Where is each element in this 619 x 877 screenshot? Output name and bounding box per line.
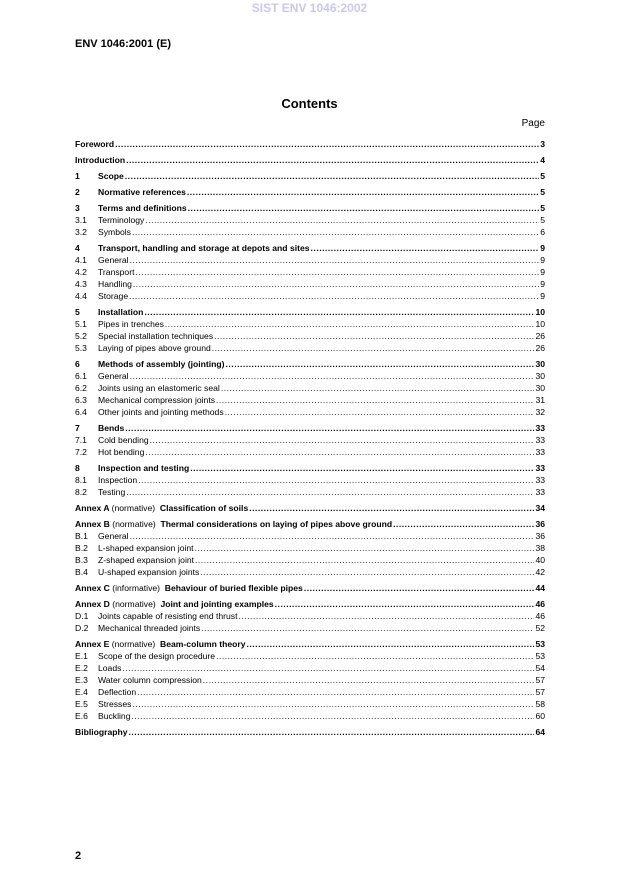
toc-entry[interactable] <box>75 726 545 738</box>
section-number: E.4 <box>75 687 88 697</box>
table-of-contents <box>75 134 545 738</box>
toc-entry-label: Methods of assembly (jointing) <box>98 359 225 369</box>
toc-entry-label: U-shaped expansion joints <box>98 567 200 577</box>
dot-leader <box>125 422 534 434</box>
annex-title: Classification of soils <box>159 503 249 513</box>
dot-leader <box>214 330 534 342</box>
toc-page-number: 38 <box>535 543 545 553</box>
section-number: 8.1 <box>75 475 87 485</box>
toc-entry[interactable] <box>75 254 545 266</box>
dot-leader <box>122 662 534 674</box>
dot-leader <box>275 598 535 610</box>
dot-leader <box>132 226 539 238</box>
dot-leader <box>187 186 539 198</box>
toc-page-number: 36 <box>535 531 545 541</box>
toc-page-number: 3 <box>540 139 545 149</box>
toc-entry[interactable] <box>75 214 545 226</box>
section-number: 1 <box>75 171 80 181</box>
section-number: 4.2 <box>75 267 87 277</box>
toc-entry[interactable] <box>75 462 545 474</box>
dot-leader <box>144 306 534 318</box>
toc-page-number: 9 <box>540 255 545 265</box>
toc-page-number: 32 <box>535 407 545 417</box>
dot-leader <box>201 622 534 634</box>
toc-entry[interactable] <box>75 242 545 254</box>
toc-entry[interactable] <box>75 422 545 434</box>
dot-leader <box>225 406 535 418</box>
toc-entry-label: Storage <box>98 291 129 301</box>
dot-leader <box>195 542 535 554</box>
section-number: E.3 <box>75 675 88 685</box>
section-number: 7.1 <box>75 435 87 445</box>
dot-leader <box>130 530 535 542</box>
dot-leader <box>221 382 535 394</box>
annex-title: Joint and jointing examples <box>160 599 274 609</box>
dot-leader <box>133 278 539 290</box>
section-number: 6 <box>75 359 80 369</box>
toc-page-number: 57 <box>535 675 545 685</box>
toc-entry-label: Z-shaped expansion joint <box>98 555 195 565</box>
annex-type: (normative) <box>111 639 156 649</box>
toc-entry[interactable] <box>75 518 545 530</box>
section-number: 6.4 <box>75 407 87 417</box>
toc-entry[interactable] <box>75 542 545 554</box>
dot-leader <box>131 710 534 722</box>
dot-leader <box>393 518 534 530</box>
annex-title: Thermal considerations on laying of pipes above ground <box>160 519 393 529</box>
toc-page-number: 9 <box>540 243 545 253</box>
toc-page-number: 30 <box>535 359 545 369</box>
dot-leader <box>247 638 535 650</box>
toc-entry[interactable] <box>75 474 545 486</box>
page-column-label: Page <box>521 118 545 129</box>
annex-id: Annex E <box>75 639 110 649</box>
dot-leader <box>311 242 540 254</box>
toc-page-number: 53 <box>535 639 545 649</box>
dot-leader <box>188 202 540 214</box>
section-number: 4 <box>75 243 80 253</box>
dot-leader <box>132 698 534 710</box>
toc-page-number: 33 <box>535 447 545 457</box>
dot-leader <box>249 502 534 514</box>
section-number: B.2 <box>75 543 88 553</box>
toc-entry-label: Mechanical compression joints <box>98 395 216 405</box>
section-number: E.6 <box>75 711 88 721</box>
dot-leader <box>125 170 539 182</box>
toc-entry-label: Mechanical threaded joints <box>98 623 201 633</box>
page-title: Contents <box>281 96 338 111</box>
section-number: 7.2 <box>75 447 87 457</box>
toc-page-number: 42 <box>535 567 545 577</box>
toc-entry-label: Joints using an elastomeric seal <box>98 383 220 393</box>
toc-page-number: 33 <box>535 463 545 473</box>
toc-entry-label: Transport, handling and storage at depots and sites <box>98 243 310 253</box>
section-number: B.3 <box>75 555 88 565</box>
dot-leader <box>145 214 539 226</box>
toc-page-number: 40 <box>535 555 545 565</box>
toc-page-number: 44 <box>535 583 545 593</box>
toc-entry[interactable] <box>75 266 545 278</box>
toc-page-number: 53 <box>535 651 545 661</box>
toc-page-number: 33 <box>535 475 545 485</box>
dot-leader <box>203 674 535 686</box>
toc-entry-label: General <box>98 255 129 265</box>
toc-page-number: 46 <box>535 599 545 609</box>
toc-entry[interactable] <box>75 662 545 674</box>
toc-entry[interactable] <box>75 530 545 542</box>
toc-page-number: 4 <box>540 155 545 165</box>
watermark: SIST ENV 1046:2002 <box>251 1 368 15</box>
toc-page-number: 10 <box>535 319 545 329</box>
toc-page-number: 46 <box>535 611 545 621</box>
section-number: 2 <box>75 187 80 197</box>
toc-entry-label: Inspection and testing <box>98 463 190 473</box>
toc-page-number: 9 <box>540 291 545 301</box>
dot-leader <box>150 434 535 446</box>
section-number: 4.1 <box>75 255 87 265</box>
toc-entry[interactable] <box>75 638 545 650</box>
toc-entry-label: Other joints and jointing methods <box>98 407 224 417</box>
dot-leader <box>304 582 535 594</box>
dot-leader <box>212 342 535 354</box>
toc-entry-label: Joints capable of resisting end thrust <box>98 611 238 621</box>
toc-entry[interactable] <box>75 154 545 166</box>
dot-leader <box>239 610 535 622</box>
toc-entry[interactable] <box>75 342 545 354</box>
toc-entry-label: Introduction <box>75 155 126 165</box>
toc-entry-label <box>75 598 274 610</box>
toc-entry-label <box>75 638 246 650</box>
toc-entry[interactable] <box>75 566 545 578</box>
toc-entry-label <box>75 518 392 530</box>
section-number: 6.1 <box>75 371 87 381</box>
toc-page-number: 57 <box>535 687 545 697</box>
toc-entry[interactable] <box>75 686 545 698</box>
section-number: 5.2 <box>75 331 87 341</box>
annex-id: Annex B <box>75 519 110 529</box>
toc-page-number: 30 <box>535 371 545 381</box>
toc-entry[interactable] <box>75 186 545 198</box>
toc-entry[interactable] <box>75 394 545 406</box>
toc-page-number: 5 <box>540 215 545 225</box>
toc-entry-label: Deflection <box>98 687 137 697</box>
section-number: 7 <box>75 423 80 433</box>
dot-leader <box>137 686 534 698</box>
annex-type: (normative) <box>111 503 156 513</box>
annex-id: Annex D <box>75 599 110 609</box>
toc-entry-label: Loads <box>98 663 122 673</box>
toc-page-number: 58 <box>535 699 545 709</box>
toc-entry-label: Symbols <box>98 227 131 237</box>
toc-entry-label: General <box>98 531 129 541</box>
page-number: 2 <box>75 850 82 862</box>
toc-page-number: 64 <box>535 727 545 737</box>
section-number: B.4 <box>75 567 88 577</box>
toc-page-number: 6 <box>540 227 545 237</box>
dot-leader <box>195 554 534 566</box>
section-number: E.2 <box>75 663 88 673</box>
toc-entry-label: Scope of the design procedure <box>98 651 216 661</box>
section-number: 5 <box>75 307 80 317</box>
annex-type: (normative) <box>112 519 156 529</box>
section-number: 4.4 <box>75 291 87 301</box>
toc-entry[interactable] <box>75 226 545 238</box>
section-number: D.1 <box>75 611 89 621</box>
toc-page-number: 9 <box>540 279 545 289</box>
toc-entry[interactable] <box>75 486 545 498</box>
toc-entry-label: Buckling <box>98 711 131 721</box>
section-number: 5.1 <box>75 319 87 329</box>
toc-entry[interactable] <box>75 446 545 458</box>
toc-page-number: 33 <box>535 423 545 433</box>
toc-page-number: 33 <box>535 487 545 497</box>
toc-entry-label: Handling <box>98 279 132 289</box>
toc-page-number: 9 <box>540 267 545 277</box>
toc-entry-label: Testing <box>98 487 126 497</box>
toc-entry[interactable] <box>75 674 545 686</box>
document-id: ENV 1046:2001 (E) <box>75 38 171 50</box>
annex-id: Annex A <box>75 503 110 513</box>
section-number: D.2 <box>75 623 89 633</box>
toc-page-number: 5 <box>540 187 545 197</box>
toc-page-number: 36 <box>535 519 545 529</box>
toc-entry-label: Stresses <box>98 699 132 709</box>
section-number: B.1 <box>75 531 88 541</box>
dot-leader <box>138 474 534 486</box>
dot-leader <box>145 446 534 458</box>
toc-entry-label: Foreword <box>75 139 115 149</box>
dot-leader <box>190 462 534 474</box>
toc-entry-label <box>75 502 248 514</box>
toc-entry[interactable] <box>75 318 545 330</box>
annex-title: Behaviour of buried flexible pipes <box>164 583 303 593</box>
section-number: 6.3 <box>75 395 87 405</box>
toc-entry-label: Pipes in trenches <box>98 319 164 329</box>
toc-entry-label <box>75 582 303 594</box>
toc-entry-label: L-shaped expansion joint <box>98 543 194 553</box>
dot-leader <box>129 726 535 738</box>
toc-page-number: 34 <box>535 503 545 513</box>
dot-leader <box>130 370 535 382</box>
section-number: 3 <box>75 203 80 213</box>
toc-page-number: 54 <box>535 663 545 673</box>
toc-entry-label: Laying of pipes above ground <box>98 343 211 353</box>
toc-page-number: 60 <box>535 711 545 721</box>
toc-page-number: 10 <box>535 307 545 317</box>
dot-leader <box>216 650 534 662</box>
toc-entry-label: Bends <box>98 423 125 433</box>
toc-entry[interactable] <box>75 698 545 710</box>
section-number: 4.3 <box>75 279 87 289</box>
toc-page-number: 26 <box>535 343 545 353</box>
toc-entry[interactable] <box>75 290 545 302</box>
dot-leader <box>130 254 540 266</box>
annex-type: (normative) <box>112 599 156 609</box>
toc-entry[interactable] <box>75 358 545 370</box>
section-number: 3.1 <box>75 215 87 225</box>
toc-entry-label: Cold bending <box>98 435 149 445</box>
toc-page-number: 26 <box>535 331 545 341</box>
toc-entry[interactable] <box>75 202 545 214</box>
annex-title: Beam-column theory <box>160 639 246 649</box>
dot-leader <box>126 486 534 498</box>
dot-leader <box>129 290 539 302</box>
dot-leader <box>135 266 539 278</box>
toc-page-number: 31 <box>535 395 545 405</box>
dot-leader <box>216 394 534 406</box>
toc-entry[interactable] <box>75 598 545 610</box>
toc-entry[interactable] <box>75 370 545 382</box>
dot-leader <box>165 318 535 330</box>
dot-leader <box>226 358 535 370</box>
toc-entry[interactable] <box>75 434 545 446</box>
dot-leader <box>115 138 539 150</box>
toc-entry[interactable] <box>75 582 545 594</box>
dot-leader <box>200 566 534 578</box>
toc-entry[interactable] <box>75 554 545 566</box>
toc-entry[interactable] <box>75 502 545 514</box>
toc-entry[interactable] <box>75 138 545 150</box>
toc-entry-label: Hot bending <box>98 447 145 457</box>
toc-entry[interactable] <box>75 610 545 622</box>
toc-page-number: 33 <box>535 435 545 445</box>
toc-entry[interactable] <box>75 406 545 418</box>
toc-entry-label: Special installation techniques <box>98 331 214 341</box>
toc-entry-label: Inspection <box>98 475 138 485</box>
toc-entry[interactable] <box>75 710 545 722</box>
toc-entry-label: Installation <box>98 307 144 317</box>
toc-entry[interactable] <box>75 382 545 394</box>
toc-entry-label: Terms and definitions <box>98 203 187 213</box>
toc-page-number: 5 <box>540 171 545 181</box>
section-number: E.1 <box>75 651 88 661</box>
toc-entry[interactable] <box>75 170 545 182</box>
toc-page-number: 52 <box>535 623 545 633</box>
toc-entry-label: Normative references <box>98 187 186 197</box>
section-number: 5.3 <box>75 343 87 353</box>
section-number: E.5 <box>75 699 88 709</box>
section-number: 8 <box>75 463 80 473</box>
toc-entry-label: General <box>98 371 129 381</box>
toc-entry-label: Terminology <box>98 215 145 225</box>
toc-entry[interactable] <box>75 278 545 290</box>
toc-entry[interactable] <box>75 650 545 662</box>
section-number: 3.2 <box>75 227 87 237</box>
toc-entry[interactable] <box>75 306 545 318</box>
section-number: 8.2 <box>75 487 87 497</box>
section-number: 6.2 <box>75 383 87 393</box>
toc-entry-label: Transport <box>98 267 135 277</box>
toc-page-number: 30 <box>535 383 545 393</box>
toc-entry[interactable] <box>75 330 545 342</box>
dot-leader <box>126 154 539 166</box>
toc-page-number: 5 <box>540 203 545 213</box>
toc-entry-label: Bibliography <box>75 727 128 737</box>
annex-type: (informative) <box>112 583 161 593</box>
toc-entry[interactable] <box>75 622 545 634</box>
toc-entry-label: Water column compression <box>98 675 202 685</box>
toc-entry-label: Scope <box>98 171 124 181</box>
annex-id: Annex C <box>75 583 110 593</box>
